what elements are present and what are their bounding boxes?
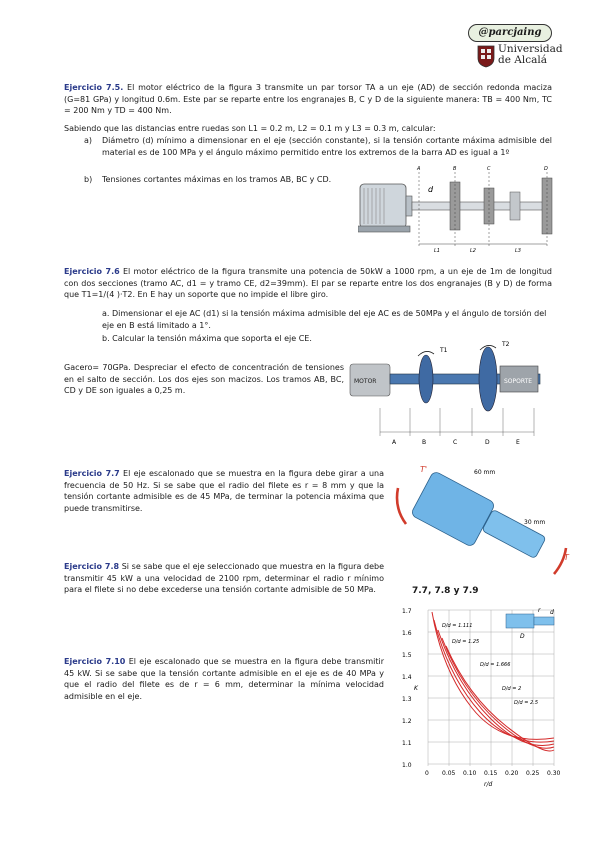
ex710-title: Ejercicio 7.10 xyxy=(64,657,126,666)
curve-label: D/d = 1.25 xyxy=(452,639,480,645)
graph-inset xyxy=(506,607,554,640)
ex75-title: Ejercicio 7.5. xyxy=(64,83,124,92)
ex75-fig-label-L1: L1 xyxy=(434,248,440,254)
graph-ytick: 1.1 xyxy=(402,740,412,747)
ex710-text: Ejercicio 7.10 El eje escalonado que se muestra en la figura debe transmitir 45 kW. Si se sabe que la tensión cortante admisible en el eje es de 40 MPa y que el radio del filete es de r = 6 mm, determinar la mínima velocidad admisible en el eje. xyxy=(64,657,384,701)
ex75-item-b: b) Tensiones cortantes máximas en los tramos AB, BC y CD. xyxy=(84,175,332,184)
ex76-figure xyxy=(348,336,548,448)
graph-ytick: 1.7 xyxy=(402,608,412,615)
ex76-fig-T1: T1 xyxy=(440,347,448,354)
graph-xtick: 0.25 xyxy=(526,770,540,777)
graph-xtick: 0.30 xyxy=(547,770,561,777)
ex76-fig-T2: T2 xyxy=(502,341,510,348)
ex75-item-a: a) Diámetro (d) mínimo a dimensionar en el eje (sección constante), si la tensión cortante máxima admisible del material es de 100 MPa y el ángulo máximo permitido entre los extremos de la barra AD es igual a 1º xyxy=(84,136,552,157)
ex76-item-a: a. Dimensionar el eje AC (d1) si la tensión máxima admisible del eje AC es de 50MPa y el ángulo de torsión del eje en B está limitado a 1°. xyxy=(102,309,547,330)
ex76-fig-soporte: SOPORTE xyxy=(504,378,533,385)
ex75-fig-label-L3: L3 xyxy=(515,248,521,254)
ex75-fig-label-L2: L2 xyxy=(470,248,476,254)
inset-r: r xyxy=(538,607,541,614)
ex76-fig-E: E xyxy=(516,439,520,446)
graph-xtick: 0.05 xyxy=(442,770,456,777)
ex76-item-b: b. Calcular la tensión máxima que soporta el eje CE. xyxy=(102,334,312,343)
ex76-fig-C: C xyxy=(453,439,458,446)
ex77-fig-big: 60 mm xyxy=(474,469,496,476)
ex76-fig-D: D xyxy=(485,439,490,446)
ex77-figure xyxy=(388,464,574,586)
author-tag: @parcjaing xyxy=(468,24,552,42)
ex75-fig-label-D: D xyxy=(544,166,548,172)
curve-label: D/d = 2.5 xyxy=(514,700,539,706)
ex78-title: Ejercicio 7.8 xyxy=(64,562,120,571)
ex78-text: Ejercicio 7.8 Si se sabe que el eje seleccionado que muestra en la figura debe transmitir 45 kW a una velocidad de 2100 rpm, determinar el radio r mínimo para el filete si no debe excederse una tensión cortante admisible de 50 MPa. xyxy=(64,562,384,595)
ex75-figure xyxy=(358,164,554,254)
ex75-fig-label-B: B xyxy=(453,166,457,172)
graph-xtick: 0.10 xyxy=(463,770,477,777)
ex75-fig-label-C: C xyxy=(487,166,491,172)
ex77-fig-T2: T xyxy=(564,553,569,562)
ex76-fig-motor: MOTOR xyxy=(354,378,377,385)
ex77-fig-small: 30 mm xyxy=(524,519,546,526)
ex75-fig-label-A: A xyxy=(417,166,421,172)
university-logo xyxy=(476,44,496,68)
ex75-intro: Ejercicio 7.5. El motor eléctrico de la figura 3 transmite un par torsor TA a un eje (AD) de sección redonda maciza (G=81 GPa) y longitud 0.6m. Este par se reparte entre los engranajes B, C y D de la siguiente manera: TB = 400 Nm, TC = 200 Nm y TD = 400 Nm. xyxy=(64,83,553,116)
ex77-fig-T1: T' xyxy=(420,465,428,474)
graph-xtick: 0.20 xyxy=(505,770,519,777)
ex77-text: Ejercicio 7.7 El eje escalonado que se muestra en la figura debe girar a una frecuencia de 50 Hz. Si se sabe que el radio del filete es r = 8 mm y que la tensión cortante admisible es de 45 MPa, de terminar la potencia máxima que puede transmitirse. xyxy=(64,469,384,513)
ex76-note: Gacero= 70GPa. Despreciar el efecto de concentración de tensiones en el salto de sección. Los dos ejes son macizos. Los tramos AB, BC, CD y DE son iguales a 0,25 m. xyxy=(64,363,344,396)
graph-ytick: 1.3 xyxy=(402,696,412,703)
inset-d: d xyxy=(550,609,554,616)
graph-xtick: 0.15 xyxy=(484,770,498,777)
graph-ytick: 1.2 xyxy=(402,718,412,725)
ex76-fig-A: A xyxy=(392,439,397,446)
graph-caption: 7.7, 7.8 y 7.9 xyxy=(412,586,479,596)
ex75-fig-label-d: d xyxy=(428,185,434,194)
graph-ytick: 1.5 xyxy=(402,652,412,659)
curve-label: D/d = 1.666 xyxy=(480,662,511,668)
ex76-intro: Ejercicio 7.6 El motor eléctrico de la figura transmite una potencia de 50kW a 1000 rpm, a un eje de 1m de longitud con dos secciones (tramo AC, d1 = y tramo CE, d2=39mm). El par se reparte entre los dos engranajes (B y D) de forma que T1=1/(4 )·T2. En E hay un soporte que no impide el libre giro. xyxy=(64,267,553,300)
curve-label: D/d = 2 xyxy=(502,686,522,692)
graph-ytick: 1.0 xyxy=(402,762,412,769)
ex76-title: Ejercicio 7.6 xyxy=(64,267,120,276)
graph-ylabel: K xyxy=(414,685,418,692)
ex76-fig-B: B xyxy=(422,439,427,446)
university-name: Universidad de Alcalá xyxy=(498,43,563,66)
graph-xtick: 0 xyxy=(425,770,429,777)
graph-ytick: 1.4 xyxy=(402,674,412,681)
graph-xlabel: r/d xyxy=(484,781,493,788)
stress-concentration-graph xyxy=(402,600,566,790)
curve-label: D/d = 1.111 xyxy=(442,623,473,629)
ex77-title: Ejercicio 7.7 xyxy=(64,469,120,478)
ex75-line2: Sabiendo que las distancias entre ruedas son L1 = 0.2 m, L2 = 0.1 m y L3 = 0.3 m, calcular: xyxy=(64,124,436,133)
graph-ytick: 1.6 xyxy=(402,630,412,637)
inset-D: D xyxy=(520,633,525,640)
